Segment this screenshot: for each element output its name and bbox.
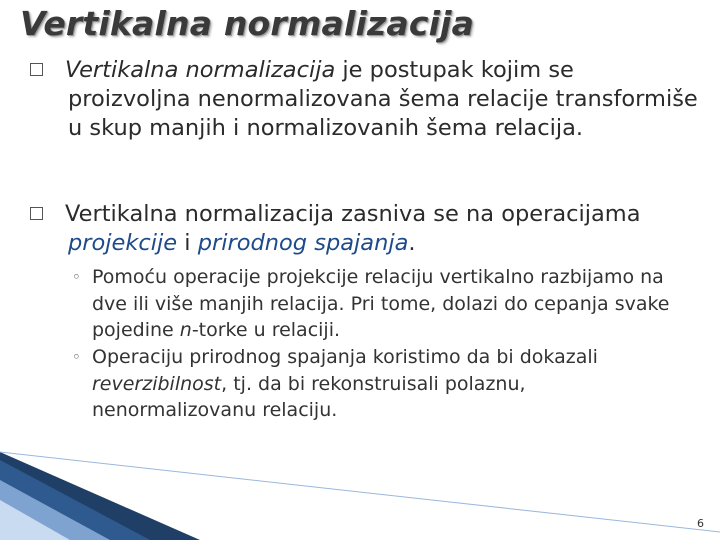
- bullet-2-part-c: i: [177, 229, 198, 256]
- bullet-1-rest: je postupak kojim se proizvoljna nenormalizovana šema relacije transformiše u skup manjih i normalizovanih šema relacija.: [68, 57, 698, 141]
- bullet-1: [30, 56, 702, 142]
- page-number: 6: [697, 517, 704, 530]
- sub-bullet-1: [72, 264, 672, 344]
- sub-bullet-1-part-c: -torke u relaciji.: [191, 319, 341, 341]
- sub-bullet-1-n: n: [179, 319, 192, 341]
- sub-bullet-2-part-a: Operaciju prirodnog spajanja koristimo da bi dokazali: [92, 346, 598, 368]
- sub-bullet-circle-icon: ◦: [72, 268, 81, 286]
- sub-bullet-2-text: [72, 344, 672, 424]
- sub-bullet-1-part-a: Pomoću operacije projekcije relaciju vertikalno razbijamo na dve ili više manjih relacija. Pri tome, dolazi do cepanja svake pojedine: [92, 266, 670, 341]
- term-projekcije: projekcije: [68, 229, 178, 256]
- bullet-box-icon: [30, 63, 43, 76]
- decorative-swoosh: [0, 440, 720, 540]
- bullet-2-part-a: Vertikalna normalizacija zasniva se na operacijama: [65, 201, 641, 227]
- sub-bullet-2-part-c: , tj. da bi rekonstruisali polaznu, nenormalizovanu relaciju.: [92, 372, 526, 421]
- sub-bullet-circle-icon: ◦: [72, 348, 81, 366]
- term-reverzibilnost: reverzibilnost: [92, 372, 222, 395]
- slide-title: Vertikalna normalizacija: [20, 4, 475, 43]
- sub-bullet-1-text: [72, 264, 672, 344]
- bullet-2-period: .: [408, 229, 416, 256]
- bullet-1-term: Vertikalna normalizacija: [65, 57, 336, 83]
- bullet-2: [30, 200, 702, 258]
- bullet-2-text: [30, 200, 702, 258]
- term-prirodnog-spajanja: prirodnog spajanja: [197, 229, 409, 256]
- bullet-1-text: [30, 56, 702, 142]
- bullet-box-icon: [30, 207, 43, 220]
- sub-bullet-2: [72, 344, 672, 424]
